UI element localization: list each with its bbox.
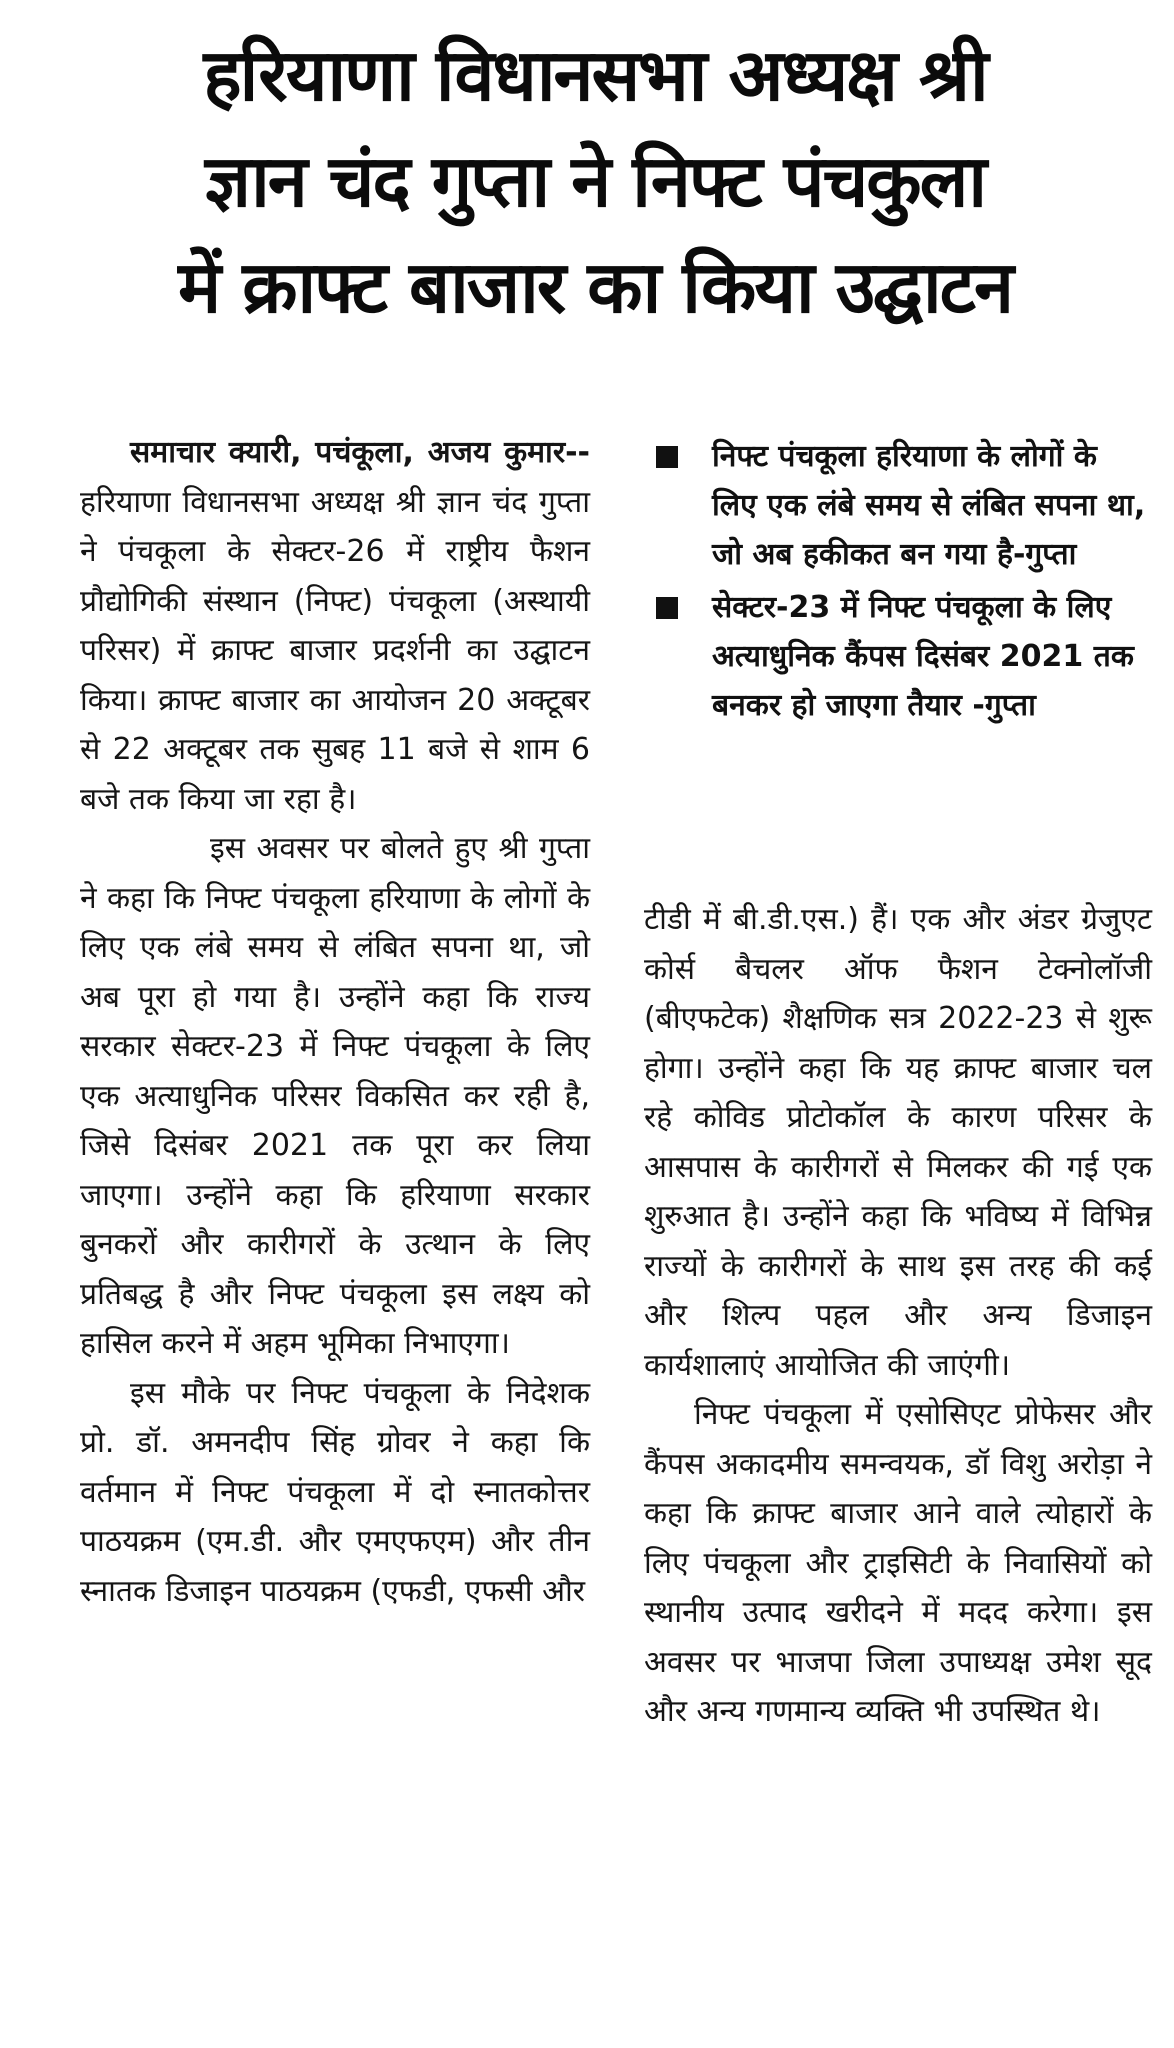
article-paragraph-2: इस अवसर पर बोलते हुए श्री गुप्ता ने कहा कि निफ्ट पंचकूला हरियाणा के लोगों के लिए एक लंबे समय से लंबित सपना था, जो अब पूरा हो गया है। उन्होंने कहा कि राज्य सरकार सेक्टर-23 में निफ्ट पंचकूला के लिए एक अत्याधुनिक परिसर विकसित कर रही है, जिसे दिसंबर 2021 तक पूरा कर लिया जाएगा। उन्होंने कहा कि हरियाणा सरकार बुनकरों और कारीगरों के उत्थान के लिए प्रतिबद्ध है और निफ्ट पंचकूला इस लक्ष्य को हासिल करने में अहम भूमिका निभाएगा। <box>80 831 590 1361</box>
square-bullet-icon <box>656 446 678 468</box>
article-paragraph-3: इस मौके पर निफ्ट पंचकूला के निदेशक प्रो. डॉ. अमनदीप सिंह ग्रोवर ने कहा कि वर्तमान में निफ्ट पंचकूला में दो स्नातकोत्तर पाठयक्रम (एम.डी. और एमएफएम) और तीन स्नातक डिजाइन पाठयक्रम (एफडी, एफसी और <box>80 1375 590 1609</box>
highlights-box <box>656 432 1152 734</box>
article-paragraph-1 <box>80 428 590 824</box>
highlight-item <box>656 432 1152 579</box>
square-bullet-icon <box>656 597 678 619</box>
highlight-text: सेक्टर-23 में निफ्ट पंचकूला के लिए अत्याधुनिक कैंपस दिसंबर 2021 तक बनकर हो जाएगा तैयार -गुप्ता <box>712 590 1134 723</box>
dateline: समाचार क्यारी, पचंकूला, अजय कुमार-- <box>130 435 590 470</box>
highlight-item <box>656 583 1152 730</box>
headline <box>50 22 1140 340</box>
headline-line-1: हरियाणा विधानसभा अध्यक्ष श्री <box>203 33 987 117</box>
highlight-text: निफ्ट पंचकूला हरियाणा के लोगों के लिए एक लंबे समय से लंबित सपना था, जो अब हकीकत बन गया है-गुप्ता <box>712 439 1146 572</box>
paragraph-1-text: हरियाणा विधानसभा अध्यक्ष श्री ज्ञान चंद गुप्ता ने पंचकूला के सेक्टर-26 में राष्ट्रीय फैशन प्रौद्योगिकी संस्थान (निफ्ट) पंचकूला (अस्थायी परिसर) में क्राफ्ट बाजार प्रदर्शनी का उद्घाटन किया। क्राफ्ट बाजार का आयोजन 20 अक्टूबर से 22 अक्टूबर तक सुबह 11 बजे से शाम 6 बजे तक किया जा रहा है। <box>80 484 590 817</box>
left-column <box>80 428 590 1616</box>
headline-line-2: ज्ञान चंद गुप्ता ने निफ्ट पंचकुला <box>204 139 986 223</box>
right-column <box>644 895 1152 1737</box>
article-paragraph-3-continued: टीडी में बी.डी.एस.) हैं। एक और अंडर ग्रेजुएट कोर्स बैचलर ऑफ फैशन टेक्नोलॉजी (बीएफटेक) शैक्षणिक सत्र 2022-23 से शुरू होगा। उन्होंने कहा कि यह क्राफ्ट बाजार चल रहे कोविड प्रोटोकॉल के कारण परिसर के आसपास के कारीगरों से मिलकर की गई एक शुरुआत है। उन्होंने कहा कि भविष्य में विभिन्न राज्यों के कारीगरों के साथ इस तरह की कई और शिल्प पहल और अन्य डिजाइन कार्यशालाएं आयोजित की जाएंगी। <box>644 902 1152 1383</box>
article-paragraph-4: निफ्ट पंचकूला में एसोसिएट प्रोफेसर और कैंपस अकादमीय समन्वयक, डॉ विशु अरोड़ा ने कहा कि क्राफ्ट बाजार आने वाले त्योहारों के लिए पंचकूला और ट्राइसिटी के निवासियों को स्थानीय उत्पाद खरीदने में मदद करेगा। इस अवसर पर भाजपा जिला उपाध्यक्ष उमेश सूद और अन्य गणमान्य व्यक्ति भी उपस्थित थे। <box>644 1397 1152 1729</box>
headline-line-3: में क्राफ्ट बाजार का किया उद्घाटन <box>178 245 1012 329</box>
